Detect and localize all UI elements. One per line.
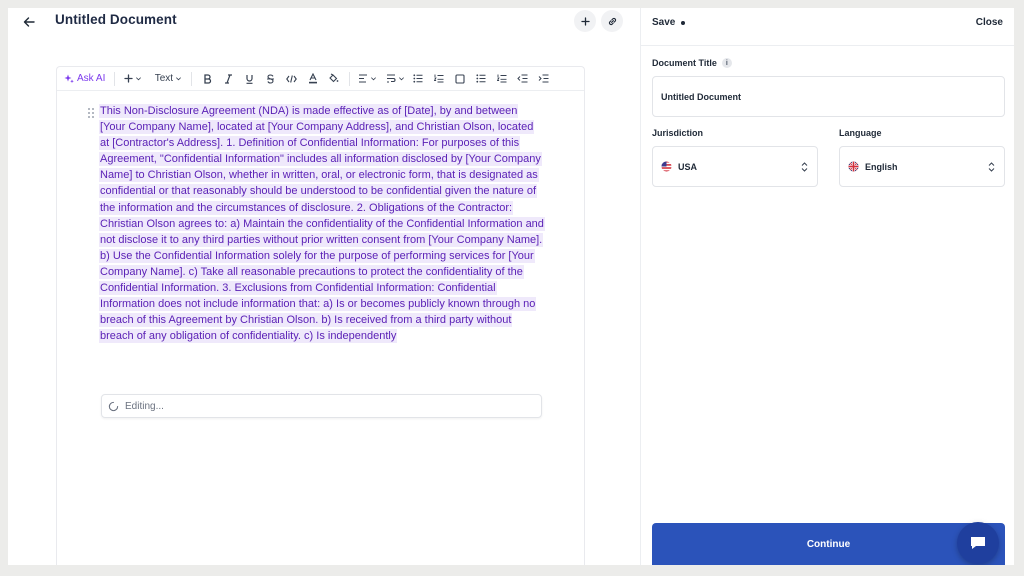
italic-icon [224, 74, 233, 84]
chat-button[interactable] [957, 522, 999, 564]
editor-card [56, 66, 585, 565]
chevron-up-down-icon [801, 162, 808, 172]
document-title-label-text: Document Title [652, 58, 717, 68]
document-settings-panel [640, 8, 1014, 565]
align-left-icon [358, 74, 368, 83]
code-button[interactable] [281, 70, 302, 88]
strikethrough-icon [266, 74, 275, 84]
document-body[interactable] [99, 103, 544, 344]
bullet-list-icon [413, 74, 423, 83]
list-icon [476, 74, 486, 83]
chevron-up-down-icon [988, 162, 995, 172]
line-spacing-button[interactable] [383, 70, 407, 88]
add-button[interactable] [574, 10, 596, 32]
info-icon[interactable]: i [722, 58, 732, 68]
text-color-button[interactable] [302, 70, 323, 88]
document-title-input[interactable] [652, 76, 1005, 117]
line-wrap-icon [386, 74, 396, 83]
ask-ai-button[interactable] [64, 70, 109, 88]
plus-icon [581, 17, 590, 26]
paint-bucket-icon [328, 73, 339, 84]
chevron-down-icon [175, 75, 182, 82]
link-icon [607, 16, 618, 27]
language-select[interactable] [839, 146, 1005, 187]
bold-icon [203, 74, 212, 84]
jurisdiction-select[interactable] [652, 146, 818, 187]
language-value: English [865, 161, 898, 172]
chevron-down-icon [370, 75, 377, 82]
checkbox-icon [455, 74, 465, 84]
toolbar-divider [349, 72, 350, 86]
app-window [8, 8, 1014, 565]
jurisdiction-value: USA [678, 161, 698, 172]
unsaved-indicator [681, 21, 685, 25]
bold-button[interactable] [197, 70, 218, 88]
chevron-down-icon [135, 75, 142, 82]
document-title-label [652, 58, 732, 68]
ai-editing-status [101, 394, 542, 418]
uk-flag-icon [848, 161, 859, 172]
jurisdiction-label: Jurisdiction [652, 128, 704, 138]
panel-header [641, 8, 1014, 46]
text-style-select[interactable] [150, 70, 186, 88]
italic-button[interactable] [218, 70, 239, 88]
editor-topbar [8, 8, 640, 36]
task-list-button[interactable] [470, 70, 491, 88]
chat-bubble-icon [969, 535, 987, 551]
indent-button[interactable] [533, 70, 554, 88]
selected-text: This Non-Disclosure Agreement (NDA) is made effective as of [Date], by and between [Your Company Name], located at [Your Company Address], and Christian Olson, located at [Contractor's Address]. 1. Definition of Confidential Information: For purposes of this Agreement, "Confidential Information" includes all information disclosed by [Your Company Name] to Christian Olson, whether in written, oral, or electronic form, that is designated as confidential or that reasonably should be understood to be confidential given the nature of the information and the circumstances of disclosure. 2. Obligations of the Contractor: Christian Olson agrees to: a) Maintain the confidentiality of the Confidential Information and not disclose it to any third parties without prior written consent from [Your Company Name]. b) Use the Confidential Information solely for the purpose of performing services for [Your Company Name]. c) Take all reasonable precautions to protect the confidentiality of the Confidential Information. 3. Exclusions from Confidential Information: Confidential Information does not include information that: a) Is or becomes publicly known through no breach of this Agreement by Christian Olson. b) Is received from a third party without breach of any obligation of confidentiality. c) Is independently [100, 105, 544, 343]
checkbox-button[interactable] [449, 70, 470, 88]
link-button[interactable] [601, 10, 623, 32]
outdent-icon [517, 74, 528, 83]
insert-button[interactable] [120, 70, 146, 88]
save-label: Save [652, 17, 676, 28]
underline-button[interactable] [239, 70, 260, 88]
spinner-icon [108, 401, 119, 412]
outdent-button[interactable] [512, 70, 533, 88]
chevron-down-icon [398, 75, 405, 82]
toolbar-divider [191, 72, 192, 86]
indent-icon [538, 74, 549, 83]
numbered-list-button[interactable] [428, 70, 449, 88]
editor-pane [8, 8, 640, 565]
language-label: Language [839, 128, 882, 138]
bullet-list-button[interactable] [407, 70, 428, 88]
ordered-list-icon [497, 74, 507, 83]
align-button[interactable] [355, 70, 379, 88]
ask-ai-label: Ask AI [77, 73, 106, 84]
highlight-button[interactable] [323, 70, 344, 88]
arrow-left-icon [23, 16, 35, 28]
formatting-toolbar [57, 67, 584, 91]
editing-status-label: Editing... [125, 400, 164, 412]
close-button[interactable]: Close [975, 17, 1003, 28]
page-title: Untitled Document [55, 12, 177, 27]
code-icon [286, 74, 297, 84]
strikethrough-button[interactable] [260, 70, 281, 88]
toolbar-divider [114, 72, 115, 86]
text-style-label: Text [154, 73, 174, 84]
drag-handle-icon[interactable] [87, 106, 95, 118]
underline-icon [245, 74, 254, 84]
save-button[interactable] [652, 17, 685, 28]
plus-icon [124, 74, 133, 83]
sparkle-icon [64, 74, 74, 84]
text-color-icon [308, 73, 318, 84]
us-flag-icon [661, 161, 672, 172]
continue-button[interactable]: Continue [652, 523, 1005, 565]
back-button[interactable] [20, 13, 38, 31]
ordered-list-button[interactable] [491, 70, 512, 88]
numbered-list-icon [434, 74, 444, 83]
